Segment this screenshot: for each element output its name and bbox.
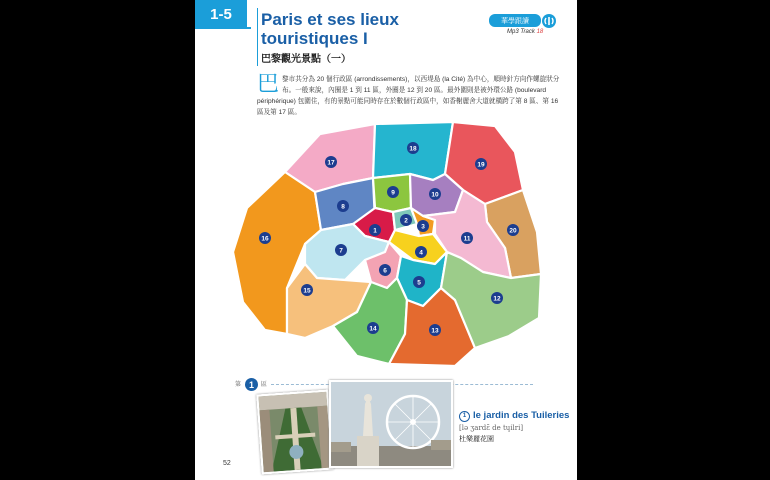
intro-text: 黎市共分為 20 個行政區 (arrondissements)，以西堤島 (la Cité) 為中心，順時針方向作螺旋狀分布。一般來說，內圈是 1 到 11 區，外圈是 12 到 20 區。最外圍則是被外環公路 (boulevard périphérique) 包圍住，有的景點可能同時存在於數個行政區中，如香榭麗舍大道就橫跨了第 8 區、第 16 區及第 17 區。	[257, 76, 560, 116]
label-17	[325, 156, 337, 168]
label-15	[301, 284, 313, 296]
label-14	[367, 322, 379, 334]
title-line-1: Paris et ses lieux	[261, 10, 399, 29]
label-4	[415, 246, 427, 258]
svg-text:20: 20	[509, 227, 517, 235]
svg-text:17: 17	[327, 159, 335, 167]
audio-wave-icon	[541, 13, 557, 29]
paris-arrondissements-map	[225, 112, 555, 374]
page-number: 52	[223, 460, 231, 467]
svg-text:11: 11	[463, 235, 471, 243]
svg-text:19: 19	[477, 161, 485, 169]
label-16	[259, 232, 271, 244]
svg-text:12: 12	[493, 295, 501, 303]
label-19	[475, 158, 487, 170]
page-subtitle: 巴黎觀光景點（一）	[261, 54, 351, 65]
district-suffix: 區	[261, 382, 268, 388]
label-13	[429, 324, 441, 336]
intro-dropcap: 巴	[257, 72, 280, 97]
caption-title	[459, 410, 571, 422]
svg-text:10: 10	[431, 191, 439, 199]
page-title	[261, 10, 461, 48]
svg-text:1: 1	[373, 227, 377, 235]
audio-track-badge	[489, 14, 561, 40]
label-3	[417, 220, 429, 232]
section-tab	[195, 0, 247, 28]
label-1	[369, 224, 381, 236]
label-20	[507, 224, 519, 236]
label-8	[337, 200, 349, 212]
svg-text:13: 13	[431, 327, 439, 335]
label-18	[407, 142, 419, 154]
book-page	[195, 0, 577, 480]
svg-text:5: 5	[417, 279, 421, 287]
audio-track-number: 18	[536, 29, 544, 35]
district-prefix: 第	[235, 382, 242, 388]
district-number: 1	[245, 378, 258, 391]
section-number: 1-5	[210, 5, 232, 23]
label-2	[400, 214, 412, 226]
svg-text:3: 3	[421, 223, 425, 231]
svg-text:14: 14	[369, 325, 377, 333]
tuileries-aerial-photo	[256, 390, 333, 475]
svg-text:7: 7	[339, 247, 343, 255]
label-10	[429, 188, 441, 200]
title-line-2: touristiques I	[261, 29, 368, 48]
title-rule	[257, 8, 258, 66]
caption-index: 1	[459, 411, 470, 422]
tuileries-statue-ferris-wheel-photo	[329, 380, 453, 468]
svg-text:6: 6	[383, 267, 387, 275]
label-11	[461, 232, 473, 244]
caption-name: le jardin des Tuileries	[473, 410, 570, 421]
label-9	[387, 186, 399, 198]
svg-text:16: 16	[261, 235, 269, 243]
label-6	[379, 264, 391, 276]
label-12	[491, 292, 503, 304]
photo-caption	[459, 410, 571, 444]
svg-text:9: 9	[391, 189, 395, 197]
svg-text:2: 2	[404, 217, 408, 225]
caption-chinese: 杜樂麗花園	[459, 436, 494, 443]
svg-text:15: 15	[303, 287, 311, 295]
svg-text:18: 18	[409, 145, 417, 153]
label-7	[335, 244, 347, 256]
label-5	[413, 276, 425, 288]
audio-track-label: Mp3 Track 18	[507, 29, 544, 35]
audio-badge: 華學跟讀	[489, 14, 541, 27]
svg-text:4: 4	[419, 249, 423, 257]
caption-phonetic: [lə ʒardɛ̃ de tɥilri]	[459, 424, 524, 432]
section-rule	[195, 27, 251, 29]
svg-text:8: 8	[341, 203, 345, 211]
